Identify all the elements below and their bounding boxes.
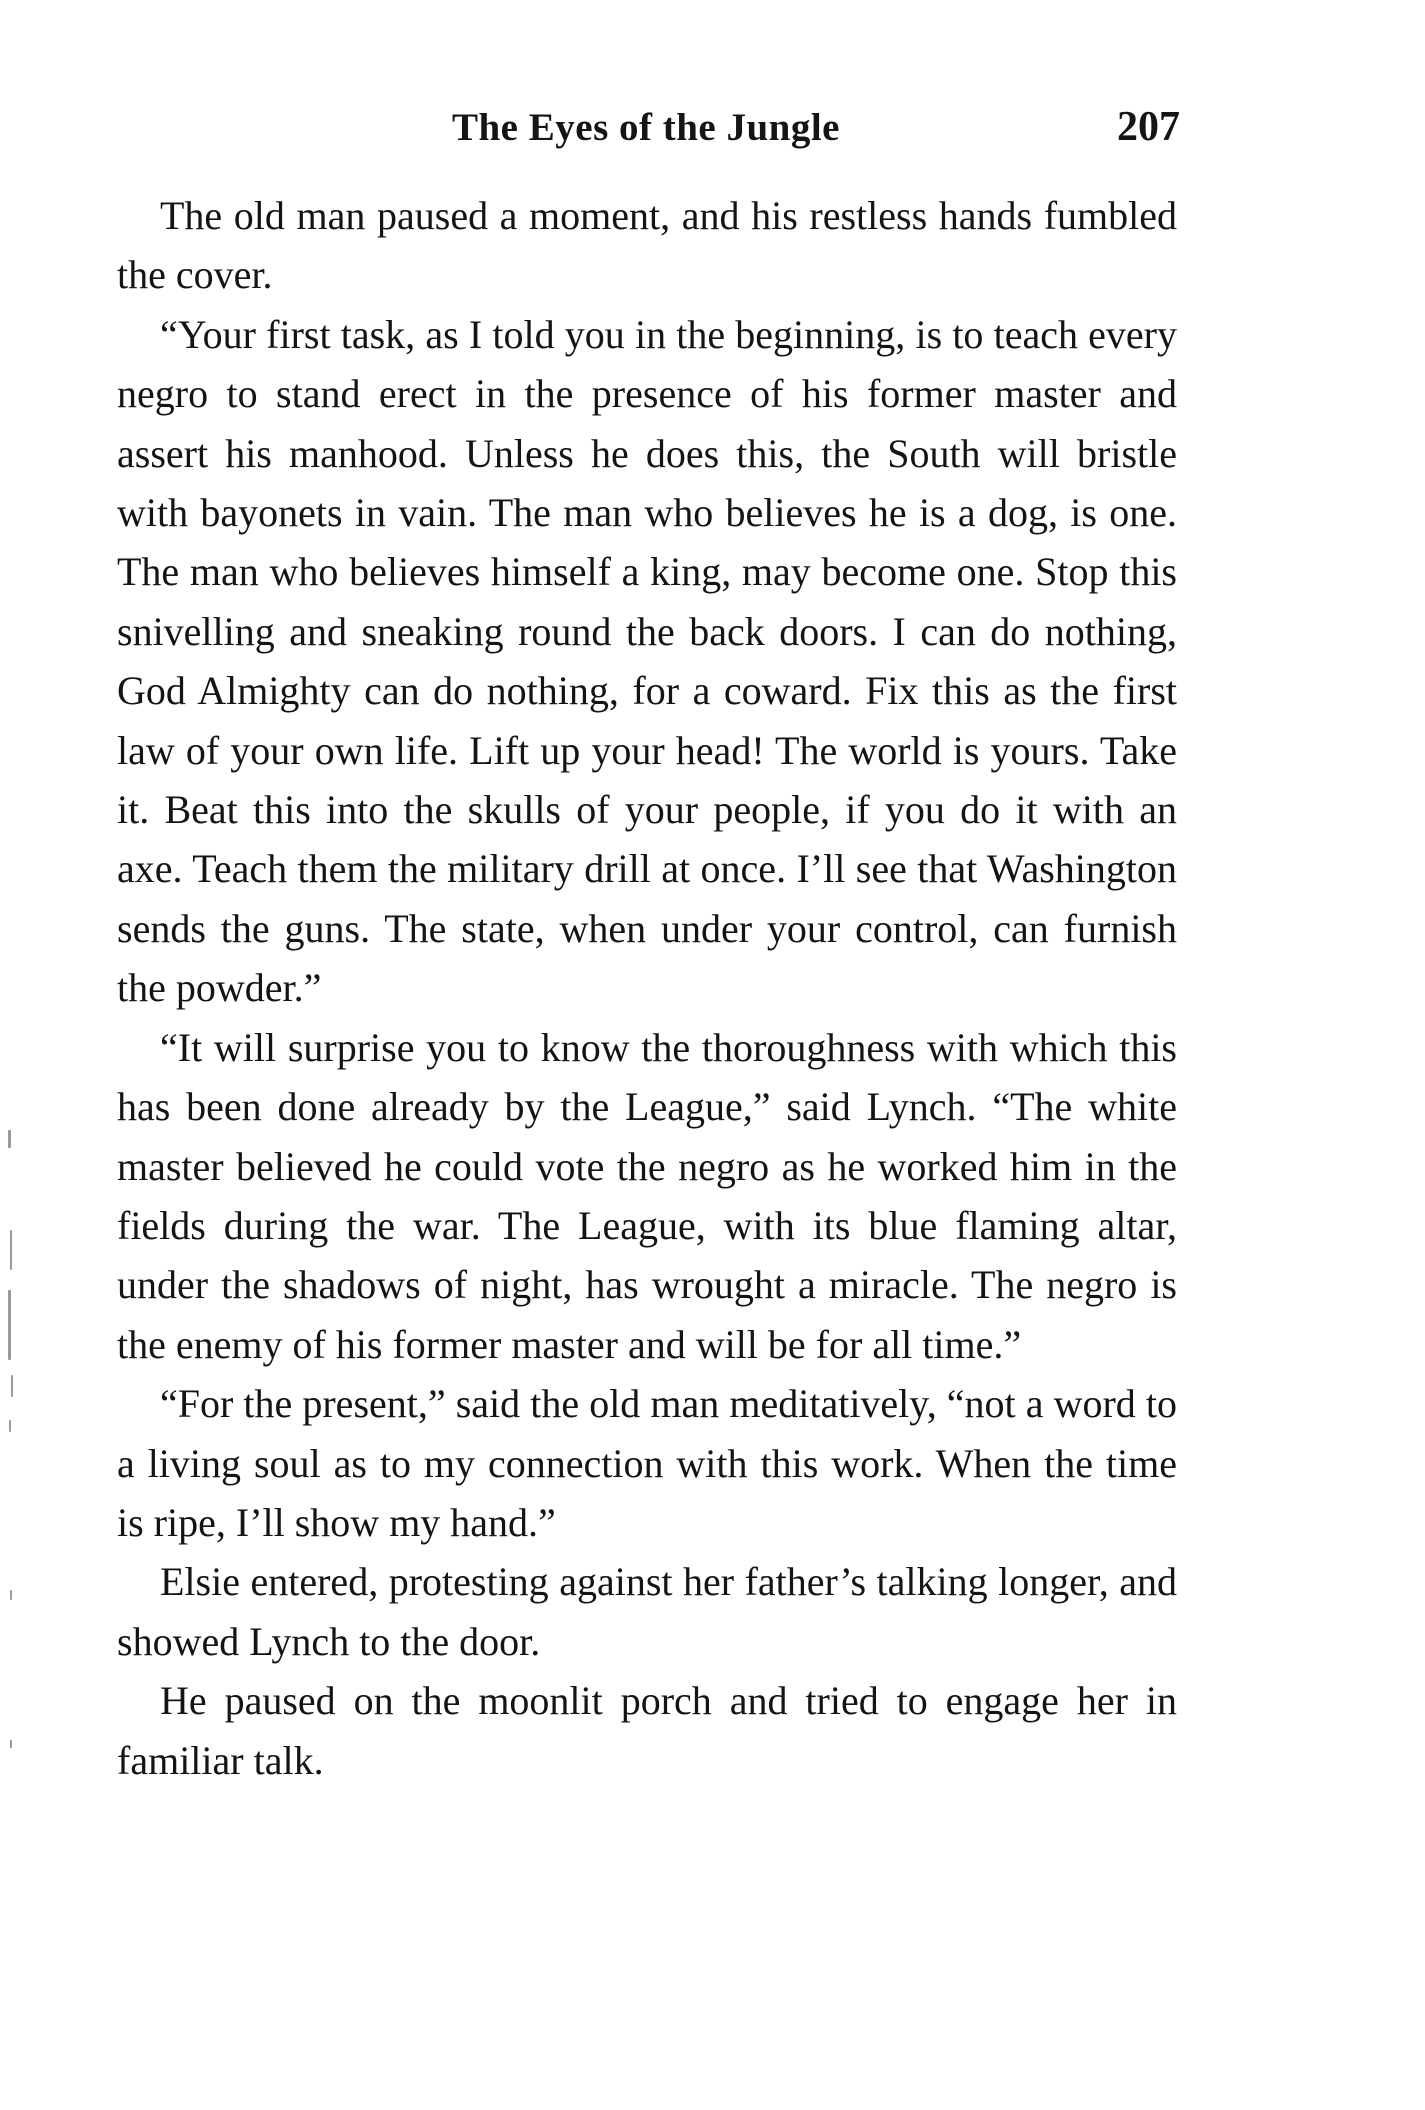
- scan-speck: [10, 1230, 12, 1270]
- paragraph-2: “Your first task, as I told you in the beginning, is to teach every negro to stand erect in the presence of his former master and assert his manhood. Unless he does this, the South will bristle with bayonets in vain. The man who believes he is a dog, is one. The man who believes himself a king, may become one. Stop this snivelling and sneaking round the back doors. I can do nothing, God Almighty can do nothing, for a coward. Fix this as the first law of your own life. Lift up your head! The world is yours. Take it. Beat this into the skulls of your people, if you do it with an axe. Teach them the military drill at once. I’ll see that Washington sends the guns. The state, when under your control, can furnish the powder.”: [117, 311, 1177, 1011]
- scan-speck: [11, 1375, 13, 1397]
- paragraph-3: “It will surprise you to know the thoroughness with which this has been done already by the League,” said Lynch. “The white master believed he could vote the negro as he worked him in the fields during the war. The League, with its blue flaming altar, under the shadows of night, has wrought a miracle. The negro is the enemy of his former master and will be for all time.”: [117, 1024, 1177, 1367]
- page-header: [112, 105, 1180, 155]
- scan-speck: [9, 1420, 11, 1432]
- paragraph-6: He paused on the moonlit porch and tried to engage her in familiar talk.: [117, 1678, 1177, 1783]
- scan-speck: [10, 1740, 12, 1748]
- paragraph-5: Elsie entered, protesting against her father’s talking longer, and showed Lynch to the door.: [117, 1559, 1177, 1664]
- scan-speck: [10, 1590, 12, 1600]
- scan-speck: [8, 1130, 11, 1148]
- paragraph-1: The old man paused a moment, and his restless hands fumbled the cover.: [117, 193, 1177, 298]
- scan-speck: [8, 1290, 11, 1360]
- page-number: 207: [1117, 104, 1180, 150]
- body-text: [117, 186, 1177, 1790]
- paragraph-4: “For the present,” said the old man meditatively, “not a word to a living soul as to my connection with this work. When the time is ripe, I’ll show my hand.”: [117, 1381, 1177, 1545]
- running-title: The Eyes of the Jungle: [451, 106, 840, 149]
